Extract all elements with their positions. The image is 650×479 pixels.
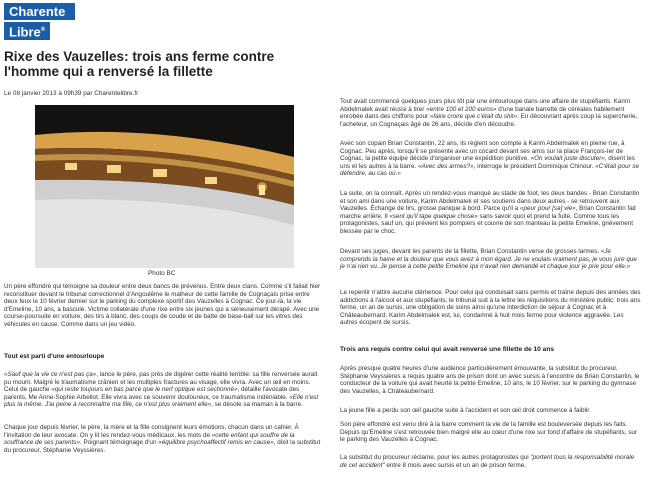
paragraph: La substitut du procureur réclame, pour les autres protagonistes qui "portent tous la responsabilité morale de cet accident" entre 8 mois avec sursis et un an de prison ferme. bbox=[340, 454, 635, 469]
paragraph: Tout avait commencé quelques jours plus tôt par une entourloupe dans une affaire de stupéfiants. Karim Abdelmalek avait réussi à tirer «entre 100 et 200 euros» d'une banale barrette de céréales habilement enrobée dans des chiffons pour «faire croire que c'était du shit». En découvrant après coup la supercherie, l'acheteur, un Cognaçais âgé de 26 ans, décide d'en découdre. bbox=[340, 98, 638, 128]
paragraph: Un père effondré qui témoigne sa douleur entre deux bancs de prévenus. Entre deux clans. Comme s'il fallait hier reconstituer devant le tribunal correctionnel d'Angoulême le malheur de cette famille de Cognaçais prise entre deux feux le 10 février dernier sur le parking du complexe sportif des Vauzelles à Cognac. Ce jour-là, la vie d'Emeline, 10 ans, a basculé. Victime collatérale d'une rixe entre six jeunes qui a sérieusement dérapé. Avec une course-poursuite en voiture, des tirs à blanc, des coups de coude et de batte de base-ball sur les vitres des véhicules en cause. Comme dans un jeu vidéo. bbox=[4, 283, 321, 328]
article-headline: Rixe des Vauzelles: trois ans ferme contre l'homme qui a renversé la fillette bbox=[4, 49, 275, 79]
article-dateline: Le 08 janvier 2013 à 09h39 par Charentelibre.fr bbox=[4, 90, 139, 97]
paragraph: Avec son copain Brian Constantin, 22 ans, ils règlent son compte à Karim Abdelmalek en pleine rue, à Cognac. Peu après, lorsqu'il se présente avec un cocard devant ses amis sur la place François-Ier de Cognac, la petite équipe décide d'organiser une expédition punitive. «On voulait juste discuter», disent les uns et les autres à la barre. «Avec des armes?», interroge le président Dominique Chinour. «C'était pour se défendre, au cas où.» bbox=[340, 140, 639, 178]
paragraph: Son père effondré est venu dire à la barre comment la vie de la famille est bouleversée depuis les faits. Depuis qu'Emeline s'est retrouvée bien malgré elle au cœur d'une rixe sur fond d'affaire de stupéfiants, sur le parking des Vauzelles à Cognac. bbox=[340, 421, 637, 444]
section-subtitle: Trois ans requis contre celui qui avait renversé une fillette de 10 ans bbox=[340, 346, 555, 353]
logo-line2: Libre® bbox=[4, 22, 50, 40]
paragraph: Le repentir n'attire aucune clémence. Pour celui qui conduisait sans permis et traîne depuis des années des addictions à l'alcool et aux stupéfiants, le tribunal suit à la lettre les réquisitions du ministère public: trois ans ferme, un an de sursis, une obligation de soins ainsi qu'une interdiction de séjour à Cognac et à Châteaubernard. Karim Abdelmalek est, lui, condamné à huit mois ferme pour violence aggravée. Les autres écopent de sursis. bbox=[340, 289, 641, 327]
paragraph: La jeune fille a perdu son œil gauche suite à l'accident et son œil droit commence à faiblir. bbox=[340, 407, 591, 414]
paragraph: Devant ses juges, devant les parents de la fillette, Brian Constantin verse de grosses larmes. «Je comprends la haine et la douleur que vous avez à mon égard. Je ne voulais vraiment pas, je vous jure que je n'ai rien vu. Je pense à cette petite Emeline qui n'avait rien demandé et chaque jour je prie pour elle.» bbox=[340, 248, 637, 271]
article-photo bbox=[35, 105, 294, 268]
paragraph: «Sauf que la vie ce n'est pas ça», lance le père, pas près de digérer cette réalité terrible: sa fille renversée aurait pu mourir. Malgré le traumatisme crânien et les multiples fractures au visage, elle vivra. Avec un œil en moins. Celui de gauche «qui reste toujours en bas parce que le nerf optique est sectionné», détaille l'avocate des parents, Me Anne-Sophie Arbellot. Elle vivra avec ce souvenir douloureux, ce traumatisme indéniable. «Elle n'est plus la même. J'ai peine à reconnaître ma fille, ce n'est plus vraiment elle», se désole sa maman à la barre. bbox=[4, 371, 319, 409]
paragraph: La suite, on la connaît. Après un rendez-vous manqué au stade de foot, les deux bandes - Brian Constantin et son ami dans une voiture, Karim Abdelmalek et ses soutiens dans deux autres - se retrouvent aux Vauzelles. Échange de tirs, grosse panique à bord. Parce qu'il a «peur pour [sa] vie», Brian Constantin fait marche arrière. Il «sent qu'il tape quelque chose» sans savoir quoi et prend la fuite. Comme tous les protagonistes, sauf un, qui prévient les pompiers et couvre de son manteau la petite Emeline, grièvement blessée par le choc. bbox=[340, 190, 640, 235]
paragraph: Après presque quatre heures d'une audience particulièrement émouvante, la substitut du procureur, Stéphanie Veyssières a requis quatre ans de prison dont un avec sursis à l'encontre de Brian Constantin, le conducteur de la voiture qui avait heurté la petite Emeline, 10 ans, le 10 février, sur le parking du gymnase des Vauzelles, à Châteaubernard. bbox=[340, 365, 640, 395]
photo-caption: Photo BC bbox=[148, 270, 176, 277]
charente-libre-logo[interactable] bbox=[4, 3, 76, 41]
logo-line1: Charente bbox=[4, 3, 75, 20]
section-subtitle: Tout est parti d'une entourloupe bbox=[4, 353, 105, 360]
paragraph: Chaque jour depuis février, le père, la mère et la fille consignent leurs émotions, chacun dans un cahier. À l'invitation de leur avocate. On y lit les rendez-vous médicaux, les mots de «cette enfant qui souffre de la souffrance de ses parents». Poignant témoignage d'un «équilibre psychoaffectif remis en cause», dixit la substitut du procureur, Stéphanie Veyssières. bbox=[4, 424, 321, 454]
